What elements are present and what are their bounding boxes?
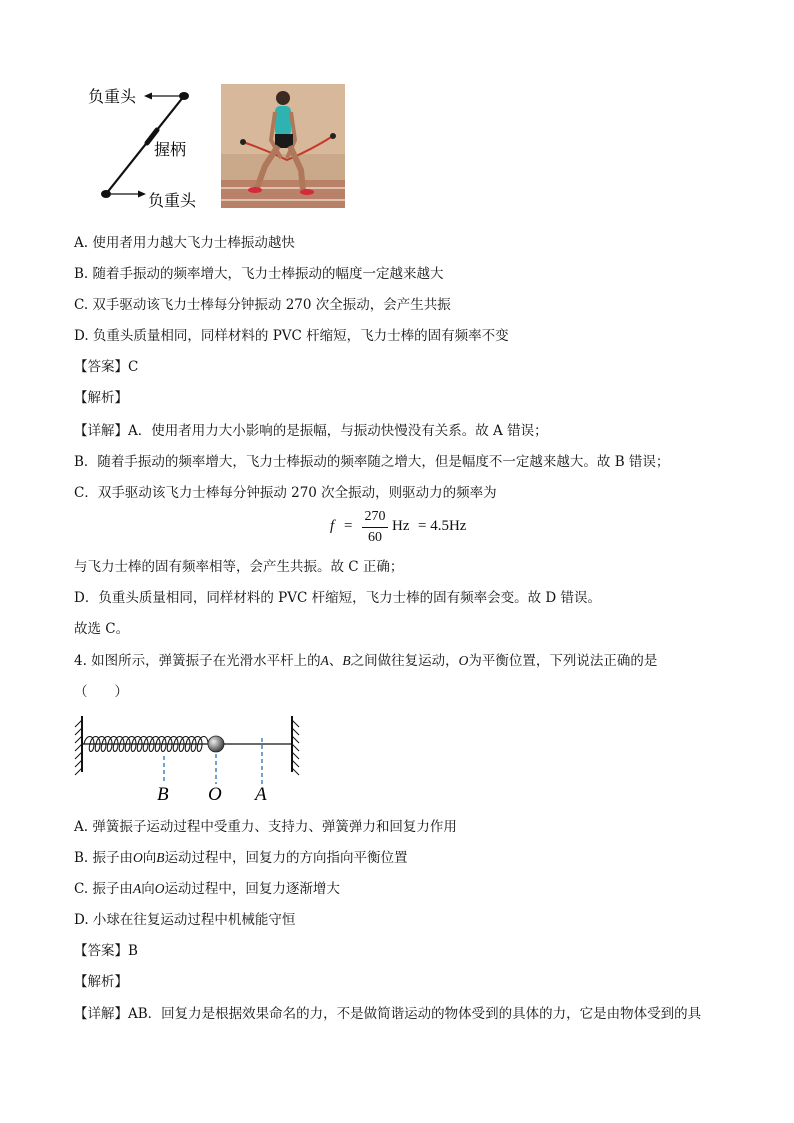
q4-option-a: A. 弹簧振子运动过程中受重力、支持力、弹簧弹力和回复力作用 [74,819,457,835]
q4-option-b-O: O [133,850,143,865]
q4-stem-A: A [320,653,329,668]
q4-option-c-part: 运动过程中，回复力逐渐增大 [164,881,340,897]
formula-fraction [360,508,390,547]
q3-answer: 【答案】C [74,359,139,375]
top-weight-head [179,92,189,100]
q4-stem-O: O [458,653,469,668]
label-B: B [157,784,169,804]
q3-detail-d: 与飞力士棒的固有频率相等，会产生共振。故 C 正确； [74,559,404,575]
weight-head [330,133,336,139]
q3-conclusion: 故选 C。 [74,621,130,637]
q3-detail-b: B．随着手振动的频率增大，飞力士棒振动的频率随之增大，但是幅度不一定越来越大。故 B 错误； [74,454,670,470]
shoe [300,189,314,195]
q4-option-c-part: 向 [141,881,155,897]
shoe [248,187,262,193]
q4-stem-part: 为平衡位置，下列说法正确的是 [468,653,658,669]
q4-option-c-A: A [132,881,142,896]
q4-stem-B: B [342,653,351,668]
q3-option-b: B. 随着手振动的频率增大，飞力士棒振动的幅度一定越来越大 [74,266,444,282]
q4-stem-part: 、 [328,653,343,669]
q4-stem-bracket: （ ） [74,684,128,700]
q3-option-c: C. 双手驱动该飞力士棒每分钟振动 270 次全振动，会产生共振 [74,297,451,313]
q4-detail: 【详解】AB．回复力是根据效果命名的力，不是做简谐运动的物体受到的具体的力，它是由物体受到的具 [74,1006,702,1022]
q4-option-c-part: C. 振子由 [74,881,133,897]
q4-option-b [74,849,408,867]
person-top [275,106,291,136]
formula-unit: Hz [392,518,410,534]
q3-detail-c: C．双手驱动该飞力士棒每分钟振动 270 次全振动，则驱动力的频率为 [74,485,497,501]
q4-option-b-B: B [156,850,165,865]
q3-option-a: A. 使用者用力越大飞力士棒振动越快 [74,235,295,251]
label-handle: 握柄 [154,140,187,159]
formula-denominator: 60 [368,530,382,545]
q4-option-b-part: 运动过程中，回复力的方向指向平衡位置 [164,850,408,866]
q4-stem-part: 之间做往复运动， [350,653,459,669]
person-head [276,91,290,105]
spring-oscillator-diagram [70,708,310,804]
q3-option-d: D. 负重头质量相同，同样材料的 PVC 杆缩短，飞力士棒的固有频率不变 [74,328,509,344]
q3-detail-e: D．负重头质量相同，同样材料的 PVC 杆缩短，飞力士棒的固有频率会变。故 D 错误。 [74,590,601,606]
label-A: A [255,784,267,804]
q4-option-b-part: B. 振子由 [74,850,134,866]
q4-stem-part: 4. 如图所示，弹簧振子在光滑水平杆上的 [74,653,321,669]
bottom-arrow-head-icon [138,191,146,198]
q4-option-b-part: 向 [142,850,157,866]
q4-analysis-title: 【解析】 [74,974,128,990]
q4-stem [74,652,657,670]
formula-lhs: f [330,518,335,534]
exercise-photo [221,84,345,208]
q4-answer: 【答案】B [74,943,138,959]
weight-head [240,139,246,145]
top-arrow-head-icon [144,93,152,100]
flexi-bar-diagram [84,82,224,214]
q4-option-c-O: O [154,881,165,896]
photo-track [221,180,345,208]
label-O: O [208,784,222,804]
q3-detail-a: 【详解】A．使用者用力大小影响的是振幅，与振动快慢没有关系。故 A 错误； [74,423,548,439]
bottom-weight-head [101,190,111,198]
oscillator-ball [208,736,224,752]
formula-eq: = [344,518,353,534]
q4-option-d: D. 小球在往复运动过程中机械能守恒 [74,912,296,928]
q3-analysis-title: 【解析】 [74,390,128,406]
q4-option-c [74,880,340,898]
left-wall-hatch [75,720,82,775]
formula-rhs: = 4.5Hz [418,518,467,534]
label-bottom-weight: 负重头 [148,191,197,210]
formula-numerator: 270 [364,509,386,524]
right-wall-hatch [292,720,299,775]
label-top-weight: 负重头 [88,87,137,106]
frequency-formula [330,508,500,550]
